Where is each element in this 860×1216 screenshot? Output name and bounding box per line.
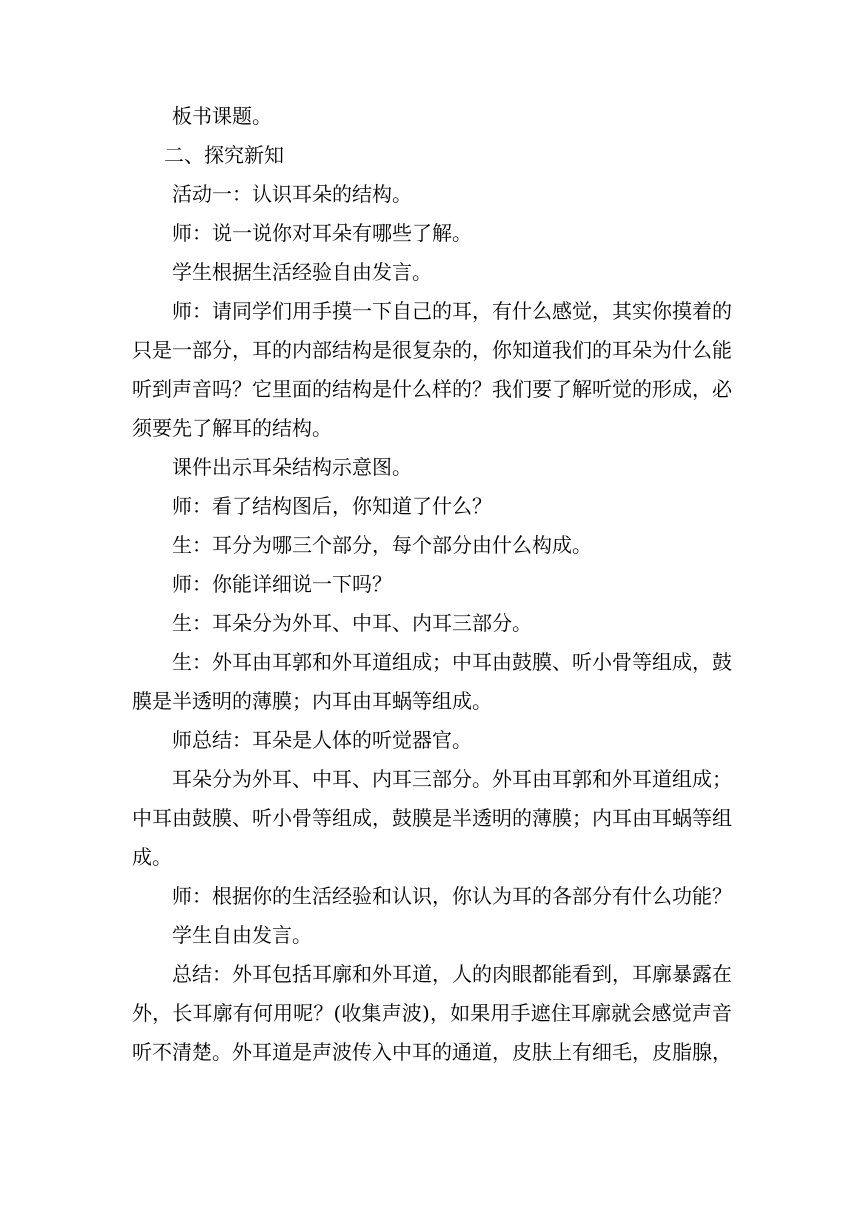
paragraph-student-speak: 学生根据生活经验自由发言。 [172, 260, 432, 284]
paragraph-board-title: 板书课题。 [172, 104, 272, 128]
paragraph-teacher-detail: 师：你能详细说一下吗？ [172, 572, 392, 596]
paragraph-teacher-summary: 师总结：耳朵是人体的听觉器官。 [172, 728, 472, 752]
paragraph-teacher-touch-ear: 师：请同学们用手摸一下自己的耳，有什么感觉，其实你摸着的只是一部分，耳的内部结构是很复杂的，你知道我们的耳朵为什么能听到声音吗？它里面的结构是什么样的？我们要了解听觉的形成，必须要先了解耳的结构。 [132, 299, 732, 440]
paragraph-student-answer-1: 生：耳分为哪三个部分，每个部分由什么构成。 [172, 533, 592, 557]
paragraph-teacher-question: 师：看了结构图后，你知道了什么？ [172, 494, 492, 518]
document-body [132, 97, 732, 1072]
paragraph-student-free: 学生自由发言。 [172, 923, 312, 947]
paragraph-ear-parts: 耳朵分为外耳、中耳、内耳三部分。外耳由耳郭和外耳道组成；中耳由鼓膜、听小骨等组成，鼓膜是半透明的薄膜；内耳由耳蜗等组成。 [132, 767, 732, 869]
paragraph-activity-one: 活动一：认识耳朵的结构。 [172, 182, 412, 206]
paragraph-teacher-prompt: 师：说一说你对耳朵有哪些了解。 [172, 221, 472, 245]
paragraph-show-diagram: 课件出示耳朵结构示意图。 [172, 455, 412, 479]
paragraph-student-answer-3: 生：外耳由耳郭和外耳道组成；中耳由鼓膜、听小骨等组成，鼓膜是半透明的薄膜；内耳由耳蜗等组成。 [132, 650, 732, 713]
section-heading-explore: 二、探究新知 [164, 143, 284, 167]
paragraph-summary-outer-ear: 总结：外耳包括耳廓和外耳道，人的肉眼都能看到，耳廓暴露在外，长耳廓有何用呢？(收集声波)，如果用手遮住耳廓就会感觉声音听不清楚。外耳道是声波传入中耳的通道，皮肤上有细毛，皮脂腺， [132, 962, 732, 1064]
paragraph-student-answer-2: 生：耳朵分为外耳、中耳、内耳三部分。 [172, 611, 532, 635]
paragraph-teacher-function: 师：根据你的生活经验和认识，你认为耳的各部分有什么功能？ [172, 884, 732, 908]
